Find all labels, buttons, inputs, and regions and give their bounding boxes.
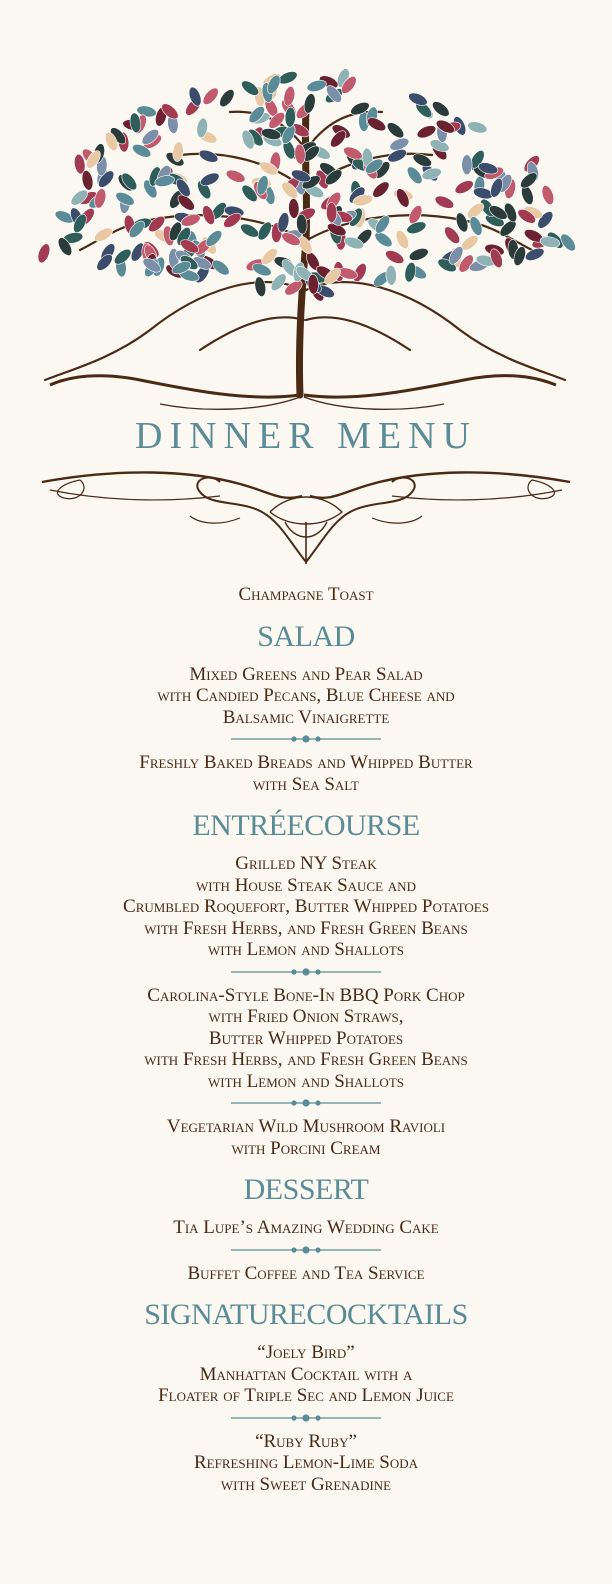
menu-item [0, 1431, 612, 1496]
toast-item: Champagne Toast [238, 584, 374, 605]
leaf-shape [408, 246, 430, 263]
menu-item-line: Manhattan Cocktail with a [199, 1363, 413, 1385]
leaf-shape [415, 123, 437, 140]
leaf-shape [462, 155, 472, 175]
leaf-shape [433, 193, 455, 211]
menu-item [0, 1342, 612, 1407]
item-divider [231, 967, 381, 977]
tree-illustration [0, 40, 612, 420]
leaf-shape [453, 178, 476, 197]
ornamental-flourish [40, 462, 572, 572]
menu-item-line: Buffet Coffee and Tea Service [187, 1262, 425, 1284]
section-heading: ENTRÉECOURSE [192, 809, 420, 842]
menu-body [0, 584, 612, 1495]
leaf-shape [466, 120, 488, 135]
menu-item-line: with Lemon and Shallots [207, 939, 404, 960]
menu-item-line: Freshly Baked Breads and Whipped Butter [139, 752, 473, 773]
section-heading: SALAD [257, 619, 355, 653]
menu-item [0, 664, 612, 729]
menu-item [0, 1116, 612, 1159]
menu-item-line: “Ruby Ruby” [255, 1430, 357, 1452]
menu-item-line: Balsamic Vinaigrette [222, 706, 390, 728]
menu-item-line: with Fresh Herbs, and Fresh Green Beans [144, 917, 468, 939]
menu-item-line: Crumbled Roquefort, Butter Whipped Potatoes [123, 896, 489, 917]
section-heading: SIGNATURECOCKTAILS [144, 1298, 468, 1331]
leaf-shape [197, 148, 219, 165]
menu-item-line: with Fresh Herbs, and Fresh Green Beans [144, 1049, 468, 1070]
menu-item [0, 1263, 612, 1285]
leaf-shape [224, 168, 246, 185]
leaf-shape [383, 248, 406, 266]
menu-item-line: Tia Lupe’s Amazing Wedding Cake [173, 1217, 439, 1238]
menu-item-line: with Fried Onion Straws, [208, 1006, 404, 1027]
menu-item-line: Carolina-Style Bone-In BBQ Pork Chop [147, 984, 465, 1006]
menu-item [0, 853, 612, 961]
leaf-shape [372, 229, 394, 249]
leaf-shape [403, 261, 417, 283]
menu-item-line: with Candied Pecans, Blue Cheese and [157, 685, 455, 706]
item-divider [231, 1413, 381, 1423]
leaf-shape [36, 242, 53, 264]
leaf-shape [238, 221, 261, 240]
leaf-shape [385, 120, 407, 141]
menu-item-line: Grilled NY Steak [235, 853, 377, 874]
menu-item [0, 752, 612, 795]
leaf-shape [253, 276, 267, 298]
menu-item-line: “Joely Bird” [257, 1342, 355, 1363]
leaf-shape [217, 87, 237, 109]
menu-item-line: Vegetarian Wild Mushroom Ravioli [166, 1116, 446, 1137]
leaf-shape [370, 179, 392, 200]
leaf-shape [540, 184, 556, 206]
menu-item-line: with Sea Salt [253, 773, 359, 795]
menu-item [0, 985, 612, 1093]
menu-item-line: with Lemon and Shallots [207, 1070, 404, 1092]
menu-item [0, 1217, 612, 1239]
leaf-shape [326, 202, 337, 222]
menu-item-line: with Porcini Cream [231, 1137, 381, 1159]
item-divider [231, 734, 381, 744]
menu-item-line: with Sweet Grenadine [220, 1473, 392, 1495]
menu-item-line: Refreshing Lemon-Lime Soda [193, 1452, 419, 1473]
item-divider [231, 1098, 381, 1108]
page-title: DINNER MENU [135, 415, 477, 457]
item-divider [231, 1245, 381, 1255]
menu-item-line: Floater of Triple Sec and Lemon Juice [158, 1385, 454, 1406]
leaf-shape [386, 265, 397, 285]
menu-item-line: Mixed Greens and Pear Salad [189, 663, 423, 685]
leaf-shape [200, 85, 221, 107]
menu-item-line: with House Steak Sauce and [196, 874, 416, 896]
section-heading: DESSERT [243, 1173, 369, 1206]
menu-item-line: Butter Whipped Potatoes [208, 1027, 404, 1049]
